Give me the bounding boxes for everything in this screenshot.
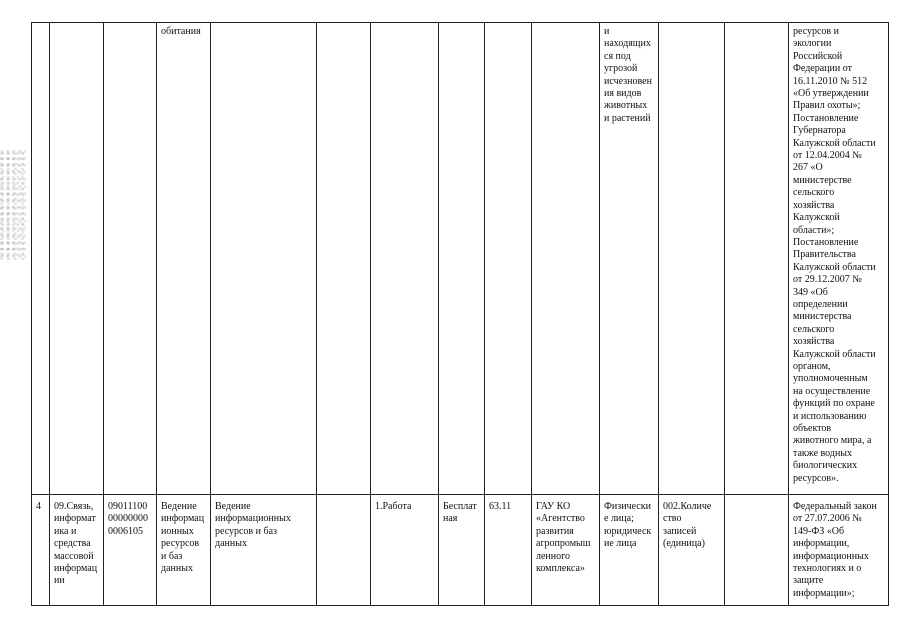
- cell-legal-basis: ресурсов и экологии Российской Федерации от 16.11.2010 № 512 «Об утверждении Правил охоты»; Постановление Губернатора Калужской области от 12.04.2004 № 267 «О министерстве сельского хозяйства Калужской области»; Постановление Правительства Калужской области от 29.12.2007 № 349 «Об определении министерства сельского хозяйства Калужской области органом, уполномоченным на осуществление функций по охране и использованию объектов животного мира, а также водных биологических ресурсов».: [789, 23, 889, 495]
- cell-content: [211, 23, 317, 495]
- cell-number: [32, 23, 50, 495]
- cell-type: 1.Работа: [371, 495, 439, 606]
- scan-noise: [0, 150, 26, 260]
- cell-section: 09.Связь, информат ика и средства массовой информац ии: [50, 495, 104, 606]
- cell-blank: [725, 23, 789, 495]
- cell-blank: [725, 495, 789, 606]
- cell-section: [50, 23, 104, 495]
- cell-service-name: обитания: [157, 23, 211, 495]
- cell-empty: [317, 23, 371, 495]
- cell-institution: [532, 23, 600, 495]
- cell-legal-basis: Федеральный закон от 27.07.2006 № 149-ФЗ «Об информации, информационных технологиях и о защите информации»;: [789, 495, 889, 606]
- table-row: [32, 495, 889, 606]
- table-row: [32, 23, 889, 495]
- cell-number: 4: [32, 495, 50, 606]
- cell-consumers: Физически е лица; юридическ ие лица: [600, 495, 659, 606]
- cell-institution: ГАУ КО «Агентство развития агропромыш ленного комплекса»: [532, 495, 600, 606]
- cell-empty: [317, 495, 371, 606]
- cell-type: [371, 23, 439, 495]
- cell-consumers: и находящих ся под угрозой исчезновен ия видов животных и растений: [600, 23, 659, 495]
- cell-indicator: 002.Количе ство записей (единица): [659, 495, 725, 606]
- cell-okved: 63.11: [485, 495, 532, 606]
- cell-okved: [485, 23, 532, 495]
- cell-service-name: Ведение информац ионных ресурсов и баз данных: [157, 495, 211, 606]
- cell-payment: Бесплат ная: [439, 495, 485, 606]
- cell-indicator: [659, 23, 725, 495]
- cell-code: 09011100 00000000 0006105: [104, 495, 157, 606]
- cell-code: [104, 23, 157, 495]
- registry-table: [31, 22, 889, 606]
- cell-content: Ведение информационных ресурсов и баз данных: [211, 495, 317, 606]
- cell-payment: [439, 23, 485, 495]
